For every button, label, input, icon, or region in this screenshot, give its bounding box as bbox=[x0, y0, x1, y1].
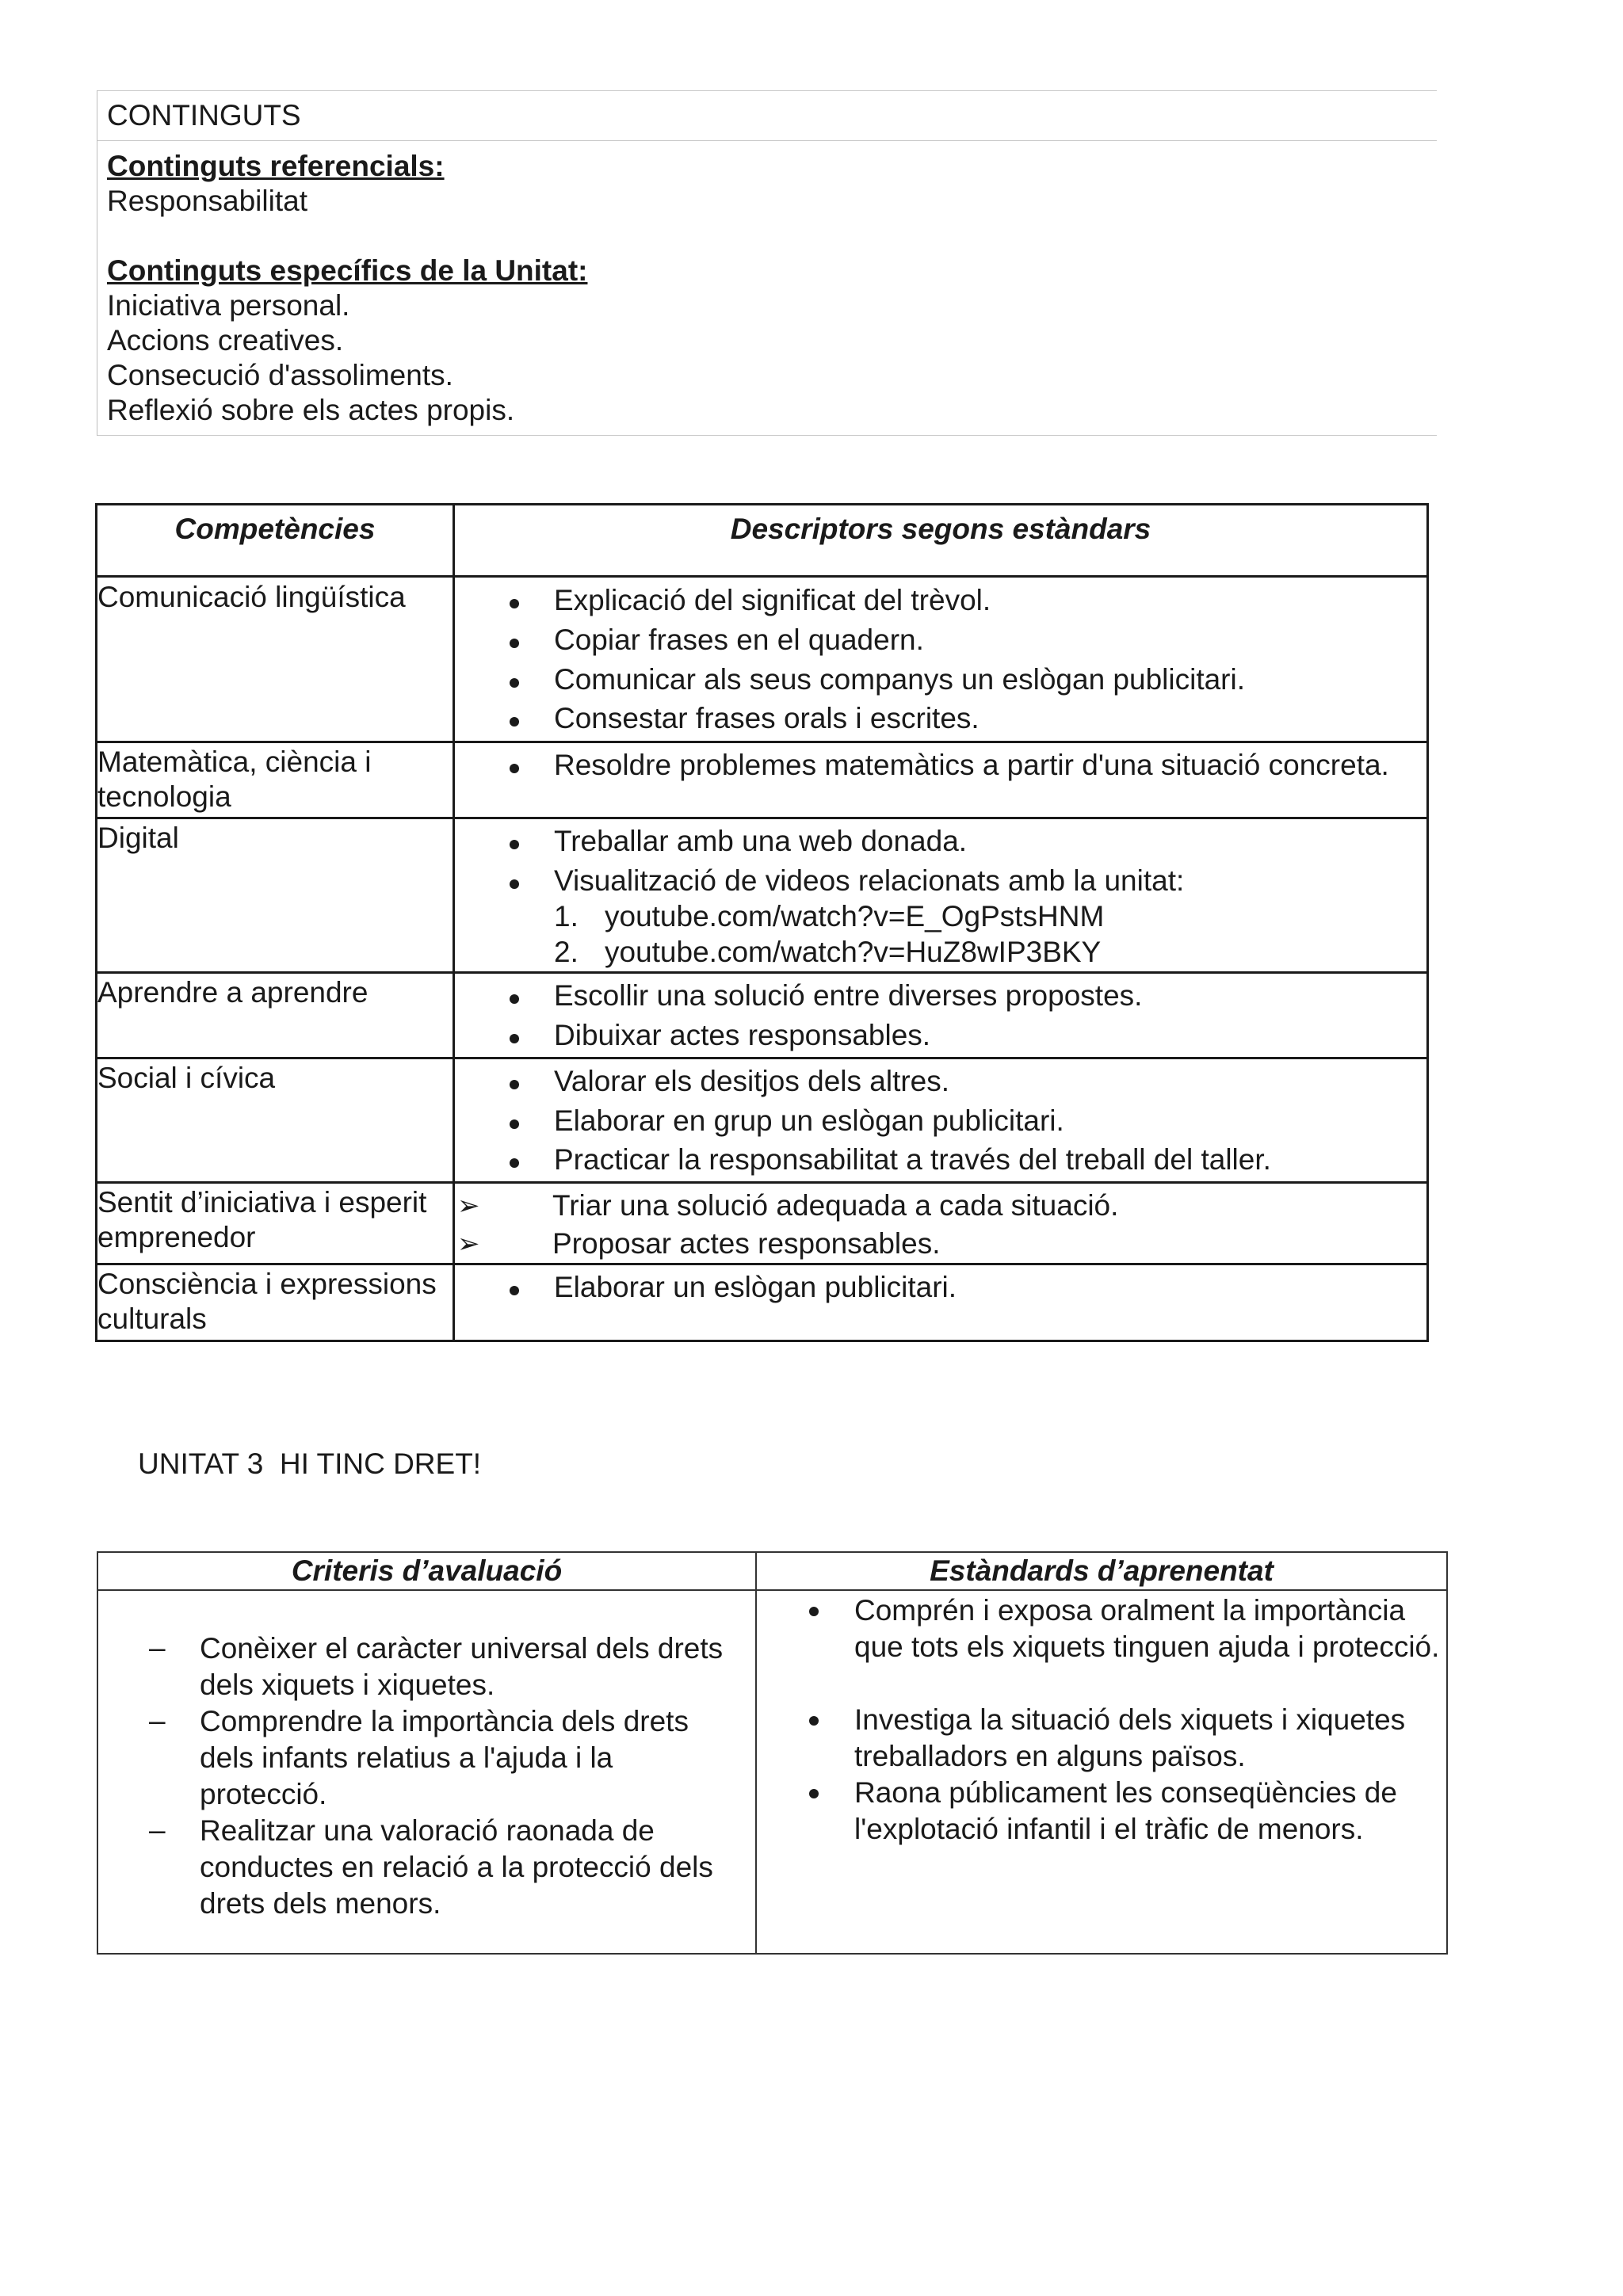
competency-label: Aprendre a aprendre bbox=[97, 976, 369, 1009]
row-divider bbox=[97, 817, 1426, 819]
estandards-column-header: Estàndards d’aprenentat bbox=[930, 1554, 1274, 1587]
descriptor-item: Visualització de videos relacionats amb la unitat: bbox=[554, 864, 1185, 897]
especific-item: Consecució d'assoliments. bbox=[107, 359, 453, 391]
referencial-item: Responsabilitat bbox=[107, 185, 307, 217]
row-divider bbox=[97, 575, 1426, 578]
unit-title: UNITAT 3 HI TINC DRET! bbox=[138, 1447, 482, 1480]
competency-label: Comunicació lingüística bbox=[97, 581, 406, 613]
competency-label: Social i cívica bbox=[97, 1062, 276, 1094]
competency-label: Consciència i expressions culturals bbox=[97, 1268, 437, 1335]
especific-item: Accions creatives. bbox=[107, 324, 344, 357]
column-divider bbox=[755, 1553, 757, 1953]
row-divider bbox=[98, 1589, 1446, 1591]
descriptor-item: Valorar els desitjos dels altres. bbox=[554, 1065, 950, 1097]
bullet-icon bbox=[510, 1119, 519, 1129]
descriptor-item: Practicar la responsabilitat a través del treball del taller. bbox=[554, 1143, 1271, 1176]
criteri-item: Conèixer el caràcter universal dels drets dels xiquets i xiquetes. bbox=[200, 1632, 724, 1701]
row-divider bbox=[97, 1263, 1426, 1265]
competency-label: Digital bbox=[97, 822, 179, 854]
especific-item: Reflexió sobre els actes propis. bbox=[107, 394, 515, 426]
bullet-icon bbox=[510, 764, 519, 773]
competencies-column-header: Competències bbox=[174, 513, 376, 545]
row-divider bbox=[97, 1057, 1426, 1059]
video-link[interactable]: youtube.com/watch?v=HuZ8wIP3BKY bbox=[605, 936, 1102, 968]
arrow-bullet-icon: ➢ bbox=[457, 1229, 480, 1259]
bullet-icon bbox=[510, 678, 519, 688]
referencials-title: Continguts referencials: bbox=[107, 150, 445, 182]
descriptor-item: Consestar frases orals i escrites. bbox=[554, 702, 980, 734]
video-link-number: 2. bbox=[554, 936, 579, 968]
bullet-icon bbox=[510, 1034, 519, 1043]
divider bbox=[97, 140, 1437, 141]
bullet-icon bbox=[809, 1789, 819, 1798]
descriptor-item: Comunicar als seus companys un eslògan publicitari. bbox=[554, 663, 1245, 696]
descriptor-item: Triar una solució adequada a cada situació. bbox=[552, 1189, 1119, 1222]
video-link[interactable]: youtube.com/watch?v=E_OgPstsHNM bbox=[605, 900, 1105, 933]
descriptor-item: Elaborar en grup un eslògan publicitari. bbox=[554, 1104, 1064, 1137]
dash-bullet-icon: – bbox=[149, 1704, 166, 1737]
bullet-icon bbox=[510, 599, 519, 608]
bullet-icon bbox=[809, 1607, 819, 1616]
descriptor-item: Elaborar un eslògan publicitari. bbox=[554, 1271, 957, 1303]
criteris-column-header: Criteris d’avaluació bbox=[291, 1554, 563, 1587]
dash-bullet-icon: – bbox=[149, 1814, 166, 1846]
descriptor-item: Resoldre problemes matemàtics a partir d'una situació concreta. bbox=[554, 749, 1389, 781]
criteris-table bbox=[97, 1551, 1448, 1955]
estandard-item: Raona públicament les conseqüències de l'explotació infantil i el tràfic de menors. bbox=[854, 1776, 1397, 1845]
descriptor-item: Explicació del significat del trèvol. bbox=[554, 584, 991, 616]
especifics-title: Continguts específics de la Unitat: bbox=[107, 254, 588, 287]
row-divider bbox=[97, 741, 1426, 743]
bullet-icon bbox=[510, 1158, 519, 1168]
criteri-item: Comprendre la importància dels drets dels infants relatius a l'ajuda i la protecció. bbox=[200, 1705, 689, 1810]
bullet-icon bbox=[510, 994, 519, 1004]
bullet-icon bbox=[510, 840, 519, 849]
descriptor-item: Treballar amb una web donada. bbox=[554, 825, 968, 857]
especific-item: Iniciativa personal. bbox=[107, 289, 350, 322]
competencies-table bbox=[95, 503, 1429, 1342]
descriptor-item: Dibuixar actes responsables. bbox=[554, 1019, 931, 1051]
column-divider bbox=[453, 505, 455, 1340]
descriptors-column-header: Descriptors segons estàndars bbox=[730, 513, 1151, 545]
dash-bullet-icon: – bbox=[149, 1631, 166, 1664]
bullet-icon bbox=[510, 1080, 519, 1089]
arrow-bullet-icon: ➢ bbox=[457, 1191, 480, 1221]
descriptor-item: Copiar frases en el quadern. bbox=[554, 624, 924, 656]
bullet-icon bbox=[510, 717, 519, 727]
competency-label: Sentit d’iniciativa i esperit emprenedor bbox=[97, 1186, 427, 1253]
row-divider bbox=[97, 971, 1426, 974]
descriptor-item: Escollir una solució entre diverses propostes. bbox=[554, 979, 1143, 1012]
bullet-icon bbox=[809, 1716, 819, 1726]
divider bbox=[97, 90, 1437, 91]
bullet-icon bbox=[510, 639, 519, 648]
bullet-icon bbox=[510, 879, 519, 889]
competency-label: Matemàtica, ciència i tecnologia bbox=[97, 746, 372, 813]
row-divider bbox=[97, 1181, 1426, 1184]
descriptor-item: Proposar actes responsables. bbox=[552, 1227, 941, 1260]
estandard-item: Comprén i exposa oralment la importància que tots els xiquets tinguen ajuda i protecció. bbox=[854, 1594, 1440, 1663]
bullet-icon bbox=[510, 1286, 519, 1295]
continguts-header: CONTINGUTS bbox=[107, 99, 301, 132]
estandard-item: Investiga la situació dels xiquets i xiquetes treballadors en alguns països. bbox=[854, 1703, 1406, 1772]
continguts-box bbox=[97, 90, 1437, 436]
video-link-number: 1. bbox=[554, 900, 579, 933]
divider bbox=[97, 435, 1437, 436]
criteri-item: Realitzar una valoració raonada de conductes en relació a la protecció dels drets dels menors. bbox=[200, 1814, 713, 1920]
